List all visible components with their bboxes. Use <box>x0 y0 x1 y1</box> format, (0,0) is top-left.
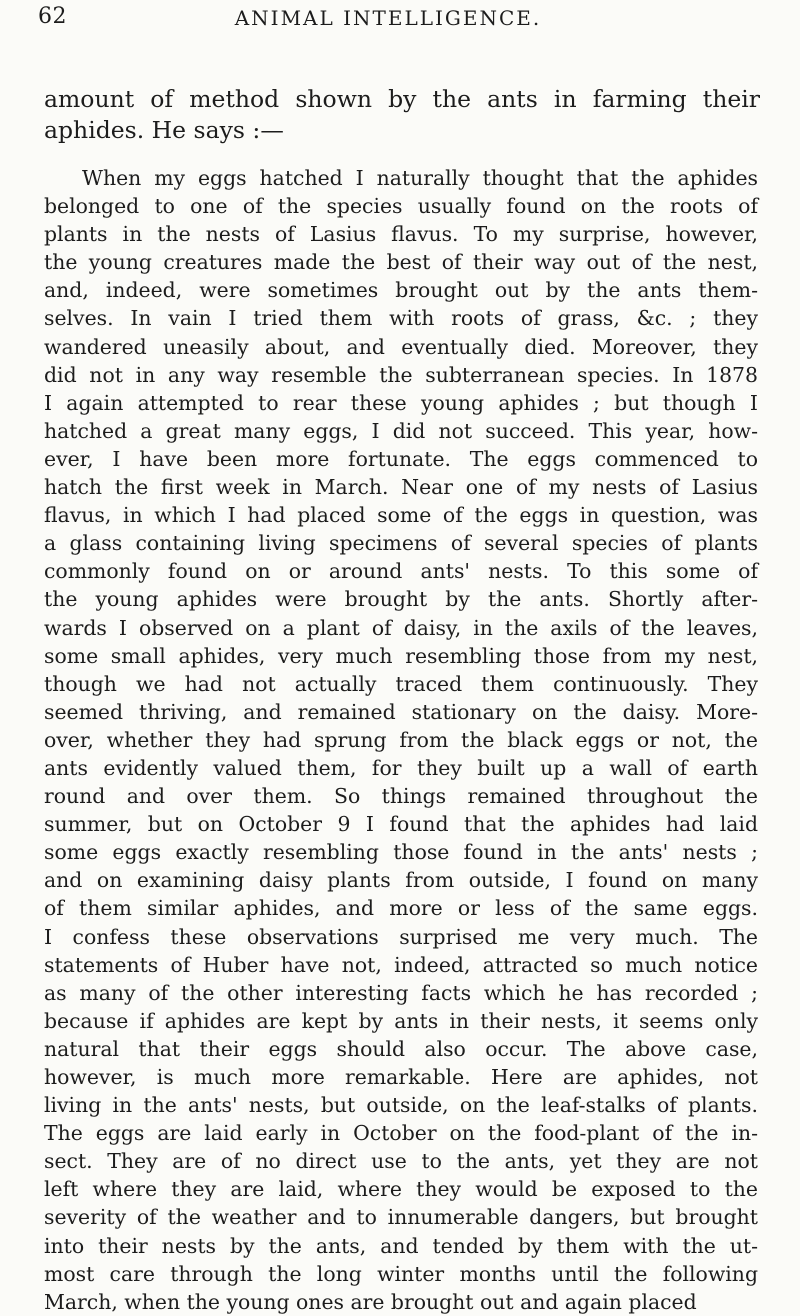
text-line: left where they are laid, where they would be exposed to the <box>44 1177 758 1202</box>
text-line: of them similar aphides, and more or less of the same eggs. <box>44 896 758 921</box>
text-line: summer, but on October 9 I found that the aphides had laid <box>44 812 758 837</box>
text-line: some small aphides, very much resembling those from my nest, <box>44 643 758 668</box>
text-line: hatched a great many eggs, I did not succeed. This year, how- <box>44 418 758 443</box>
text-line: belonged to one of the species usually found on the roots of <box>44 194 758 219</box>
text-line: hatch the first week in March. Near one of my nests of Lasius <box>44 475 758 500</box>
text-line: I confess these observations surprised me very much. The <box>44 924 758 949</box>
text-line: amount of method shown by the ants in farming their <box>44 85 760 113</box>
text-line: and on examining daisy plants from outside, I found on many <box>44 868 758 893</box>
text-line: wandered uneasily about, and eventually died. Moreover, they <box>44 334 758 359</box>
text-line: sect. They are of no direct use to the ants, yet they are not <box>44 1149 758 1174</box>
running-head: ANIMAL INTELLIGENCE. <box>234 6 542 30</box>
text-line: however, is much more remarkable. Here are aphides, not <box>44 1065 758 1089</box>
text-line: plants in the nests of Lasius flavus. To my surprise, however, <box>44 222 758 247</box>
text-line: flavus, in which I had placed some of the eggs in question, was <box>44 503 758 528</box>
text-line: ants evidently valued them, for they built up a wall of earth <box>44 755 758 780</box>
text-line: wards I observed on a plant of daisy, in the axils of the leaves, <box>44 615 758 640</box>
text-line: I again attempted to rear these young aphides ; but though I <box>44 390 758 415</box>
text-line: living in the ants' nests, but outside, on the leaf-stalks of plants. <box>44 1093 758 1118</box>
text-line: into their nests by the ants, and tended by them with the ut- <box>44 1233 758 1258</box>
text-line: though we had not actually traced them continuously. They <box>44 671 758 696</box>
quoted-passage <box>44 164 758 1316</box>
text-line: selves. In vain I tried them with roots of grass, &c. ; they <box>44 306 758 331</box>
text-line: aphides. He says :— <box>44 116 284 144</box>
text-line: round and over them. So things remained throughout the <box>44 784 758 809</box>
text-line: did not in any way resemble the subterranean species. In 1878 <box>44 362 758 387</box>
text-line: as many of the other interesting facts which he has recorded ; <box>44 980 758 1005</box>
text-line: March, when the young ones are brought out and again placed <box>44 1289 697 1314</box>
text-line: natural that their eggs should also occur. The above case, <box>44 1036 758 1061</box>
text-line: a glass containing living specimens of several species of plants <box>44 531 758 556</box>
text-line: When my eggs hatched I naturally thought that the aphides <box>82 166 758 190</box>
text-line: most care through the long winter months until the following <box>44 1261 758 1286</box>
text-line: ever, I have been more fortunate. The eggs commenced to <box>44 446 758 471</box>
text-line: and, indeed, were sometimes brought out by the ants them- <box>44 278 758 303</box>
text-line: some eggs exactly resembling those found in the ants' nests ; <box>44 840 758 865</box>
intro-paragraph <box>44 84 760 146</box>
text-line: severity of the weather and to innumerable dangers, but brought <box>44 1205 758 1230</box>
text-line: the young creatures made the best of their way out of the nest, <box>44 250 758 275</box>
text-line: the young aphides were brought by the ants. Shortly after- <box>44 587 758 612</box>
text-line: because if aphides are kept by ants in their nests, it seems only <box>44 1008 758 1033</box>
page-number: 62 <box>38 4 67 29</box>
text-line: statements of Huber have not, indeed, attracted so much notice <box>44 952 758 977</box>
text-line: The eggs are laid early in October on the food-plant of the in- <box>44 1121 758 1146</box>
page-header <box>38 0 738 40</box>
text-line: over, whether they had sprung from the black eggs or not, the <box>44 727 758 752</box>
text-line: commonly found on or around ants' nests. To this some of <box>44 559 758 584</box>
text-line: seemed thriving, and remained stationary on the daisy. More- <box>44 699 758 724</box>
